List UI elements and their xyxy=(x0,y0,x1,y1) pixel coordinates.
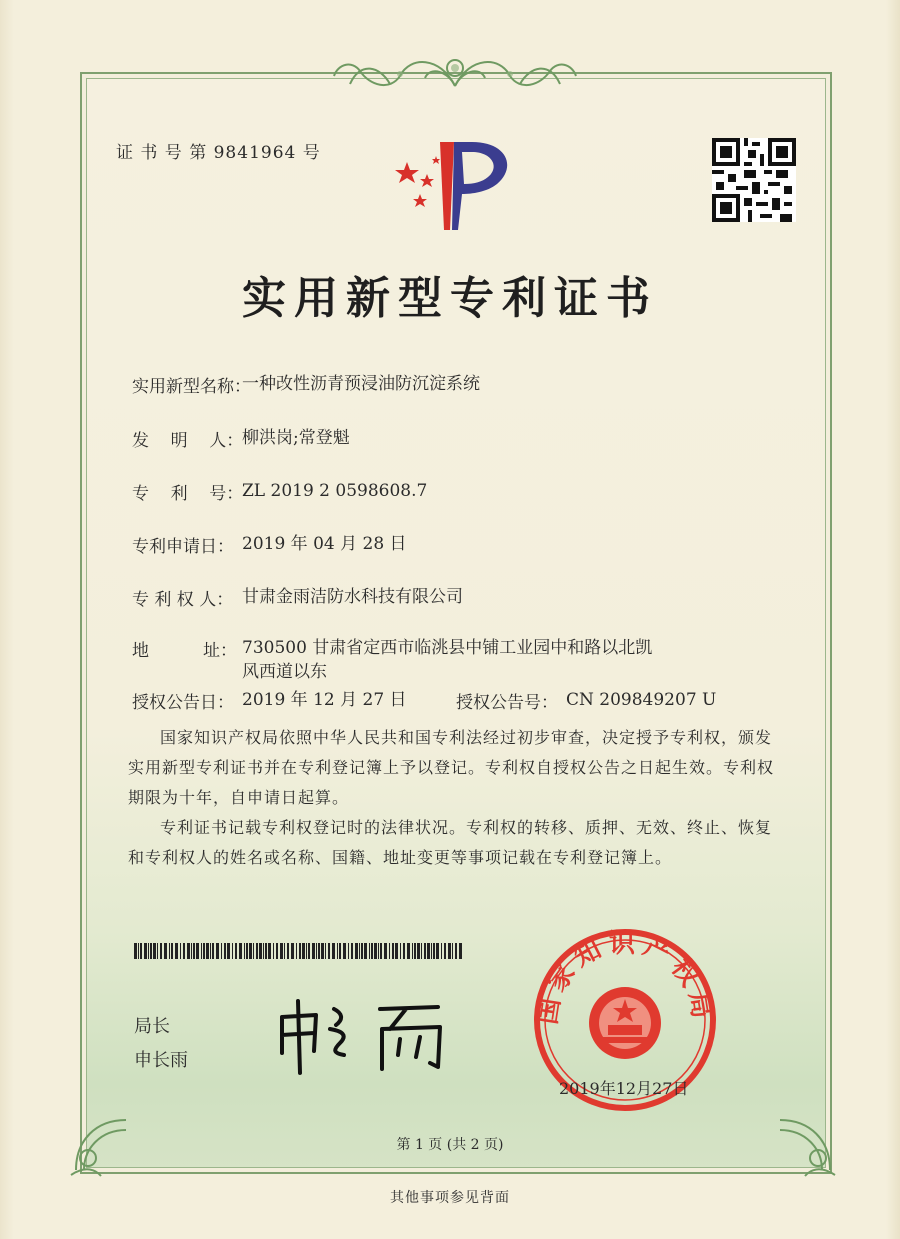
field-value: 730500 甘肃省定西市临洮县中铺工业园中和路以北凯风西道以东 xyxy=(242,638,653,682)
field-label: 专利申请日： xyxy=(132,537,234,557)
director-name: 申长雨 xyxy=(134,1050,188,1071)
field-address xyxy=(132,636,662,684)
barcode-icon xyxy=(134,943,464,959)
field-patentee xyxy=(132,585,682,610)
footer-note: 其他事项参见背面 xyxy=(390,1190,510,1206)
field-label: 地 址： xyxy=(132,641,238,661)
field-value: 2019 年 04 月 28 日 xyxy=(242,534,407,554)
field-label: 专 利 权 人： xyxy=(132,590,234,610)
field-label: 实用新型名称： xyxy=(132,377,251,397)
field-label: 发 明 人： xyxy=(132,431,244,451)
field-value: ZL 2019 2 0598608.7 xyxy=(242,481,428,501)
field-grant-date xyxy=(132,688,452,713)
field-grant-number xyxy=(456,688,786,713)
statement-paragraph: 专利证书记载专利权登记时的法律状况。专利权的转移、质押、无效、终止、恢复和专利权人的姓名或名称、国籍、地址变更等事项记载在专利登记簿上。 xyxy=(128,818,773,867)
field-label: 授权公告日： xyxy=(132,693,234,713)
field-label: 专 利 号： xyxy=(132,484,244,504)
qr-code-icon xyxy=(712,138,796,222)
field-patent-number xyxy=(132,479,682,504)
page-indicator: 第 1 页 (共 2 页) xyxy=(396,1137,504,1153)
top-ornament-icon xyxy=(330,46,580,96)
statement-paragraph: 国家知识产权局依照中华人民共和国专利法经过初步审查，决定授予专利权，颁发实用新型专利证书并在专利登记簿上予以登记。专利权自授权公告之日起生效。专利权期限为十年，自申请日起算。 xyxy=(128,728,775,807)
seal-text: 国家知识产权局 xyxy=(532,929,718,1027)
seal-date: 2019年12月27日 xyxy=(559,1079,689,1098)
field-value: 甘肃金雨洁防水科技有限公司 xyxy=(242,587,463,607)
field-value: CN 209849207 U xyxy=(566,690,717,710)
field-inventor xyxy=(132,426,682,451)
field-utility-model-name xyxy=(132,372,682,397)
field-value: 2019 年 12 月 27 日 xyxy=(242,690,407,710)
field-label: 授权公告号： xyxy=(456,693,558,713)
field-value: 一种改性沥青预浸油防沉淀系统 xyxy=(242,374,480,394)
cnipa-logo-icon xyxy=(392,132,532,232)
certificate-title: 实用新型专利证书 xyxy=(242,273,658,324)
certificate-number: 证 书 号 第 9841964 号 xyxy=(116,143,321,163)
field-value: 柳洪岗;常登魁 xyxy=(242,428,350,448)
director-title: 局长 xyxy=(134,1016,170,1037)
director-signature-icon xyxy=(270,995,470,1075)
field-application-date xyxy=(132,532,682,557)
